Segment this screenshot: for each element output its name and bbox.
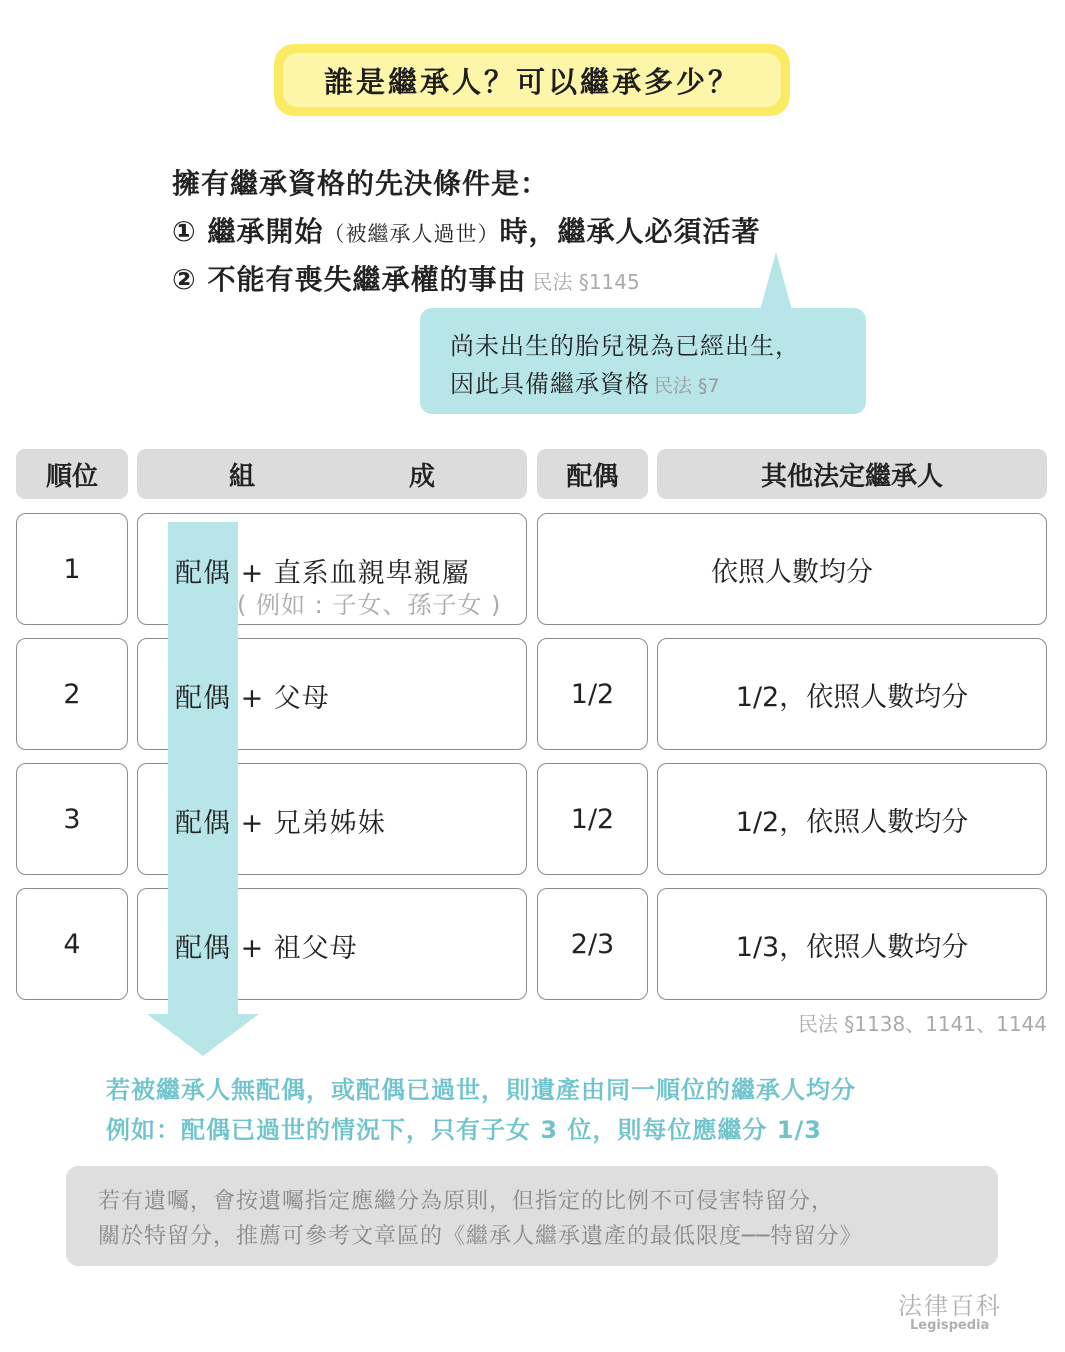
prerequisite-item-1: [172, 210, 760, 250]
row-2-composition-line: [175, 676, 330, 715]
prerequisites-heading: 擁有繼承資格的先決條件是：: [172, 167, 550, 200]
row-4-others-share: 1/3，依照人數均分: [657, 888, 1047, 1000]
row-3-spouse-label: 配偶: [175, 808, 231, 839]
row-4-order: 4: [16, 888, 128, 1000]
row-1-spouse-label: 配偶: [175, 558, 231, 589]
row-2-order: 2: [16, 638, 128, 750]
row-3-others-share: 1/2，依照人數均分: [657, 763, 1047, 875]
row-1-composition-note: ( 例如 : 子女、孫子女 ): [237, 591, 502, 619]
brand-logo-subtext: Legispedia: [910, 1318, 990, 1333]
tooltip-line-2-text: 因此具備繼承資格: [450, 370, 650, 398]
tooltip-line-1: 尚未出生的胎兒視為已經出生，: [450, 332, 800, 360]
prerequisite-2-main: ② 不能有喪失繼承權的事由: [172, 263, 527, 296]
row-4-composition-text: + 祖父母: [240, 933, 358, 964]
row-4-spouse-label: 配偶: [175, 933, 231, 964]
down-arrow-icon: [147, 1014, 259, 1056]
table-cite: 民法 §1138、1141、1144: [797, 1012, 1047, 1036]
prerequisite-1-paren: （被繼承人過世）: [323, 222, 500, 246]
will-note-line-2: 關於特留分，推薦可參考文章區的《繼承人繼承遺產的最低限度──特留分》: [98, 1224, 863, 1249]
row-4-spouse-share: 2/3: [537, 888, 648, 1000]
header-composition-left: 組: [229, 461, 256, 492]
title-banner: [274, 44, 790, 116]
example-note: 例如：配偶已過世的情況下，只有子女 3 位，則每位應繼分 1/3: [106, 1116, 822, 1144]
header-composition-right: 成: [408, 461, 435, 492]
row-3-composition-content: [137, 763, 527, 875]
tooltip-cite: 民法 §7: [654, 375, 720, 397]
no-spouse-note: 若被繼承人無配偶，或配偶已過世，則遺產由同一順位的繼承人均分: [106, 1076, 856, 1104]
prerequisite-item-2: [172, 258, 640, 298]
row-2-composition-text: + 父母: [240, 683, 330, 714]
tooltip-tail: [760, 252, 792, 310]
row-3-composition-line: [175, 801, 386, 840]
header-spouse: 配偶: [537, 449, 648, 499]
row-2-others-share: 1/2，依照人數均分: [657, 638, 1047, 750]
will-note-line-1: 若有遺囑，會按遺囑指定應繼分為原則，但指定的比例不可侵害特留分，: [98, 1189, 835, 1214]
row-3-order: 3: [16, 763, 128, 875]
row-3-spouse-share: 1/2: [537, 763, 648, 875]
prerequisite-2-cite: 民法 §1145: [532, 270, 640, 294]
row-1-merged-share: 依照人數均分: [537, 513, 1047, 625]
row-2-spouse-label: 配偶: [175, 683, 231, 714]
row-4-composition-line: [175, 926, 358, 965]
row-1-order: 1: [16, 513, 128, 625]
row-4-composition-content: [137, 888, 527, 1000]
fetus-tooltip: [420, 308, 866, 414]
header-composition: [137, 449, 527, 499]
row-1-composition-content: [137, 513, 527, 625]
header-order: 順位: [16, 449, 128, 499]
prerequisite-1-main: ① 繼承開始: [172, 215, 324, 248]
brand-logo-text: 法律百科: [898, 1292, 1002, 1320]
tooltip-line-2: [450, 364, 720, 399]
header-other-heirs: 其他法定繼承人: [657, 449, 1047, 499]
row-2-spouse-share: 1/2: [537, 638, 648, 750]
page-title: 誰是繼承人？可以繼承多少？: [283, 53, 781, 107]
prerequisite-1-end: 時，繼承人必須活著: [499, 215, 761, 248]
row-1-composition-text: + 直系血親卑親屬: [240, 558, 470, 589]
row-2-composition-content: [137, 638, 527, 750]
row-3-composition-text: + 兄弟姊妹: [240, 808, 386, 839]
will-note-box: [66, 1166, 998, 1266]
